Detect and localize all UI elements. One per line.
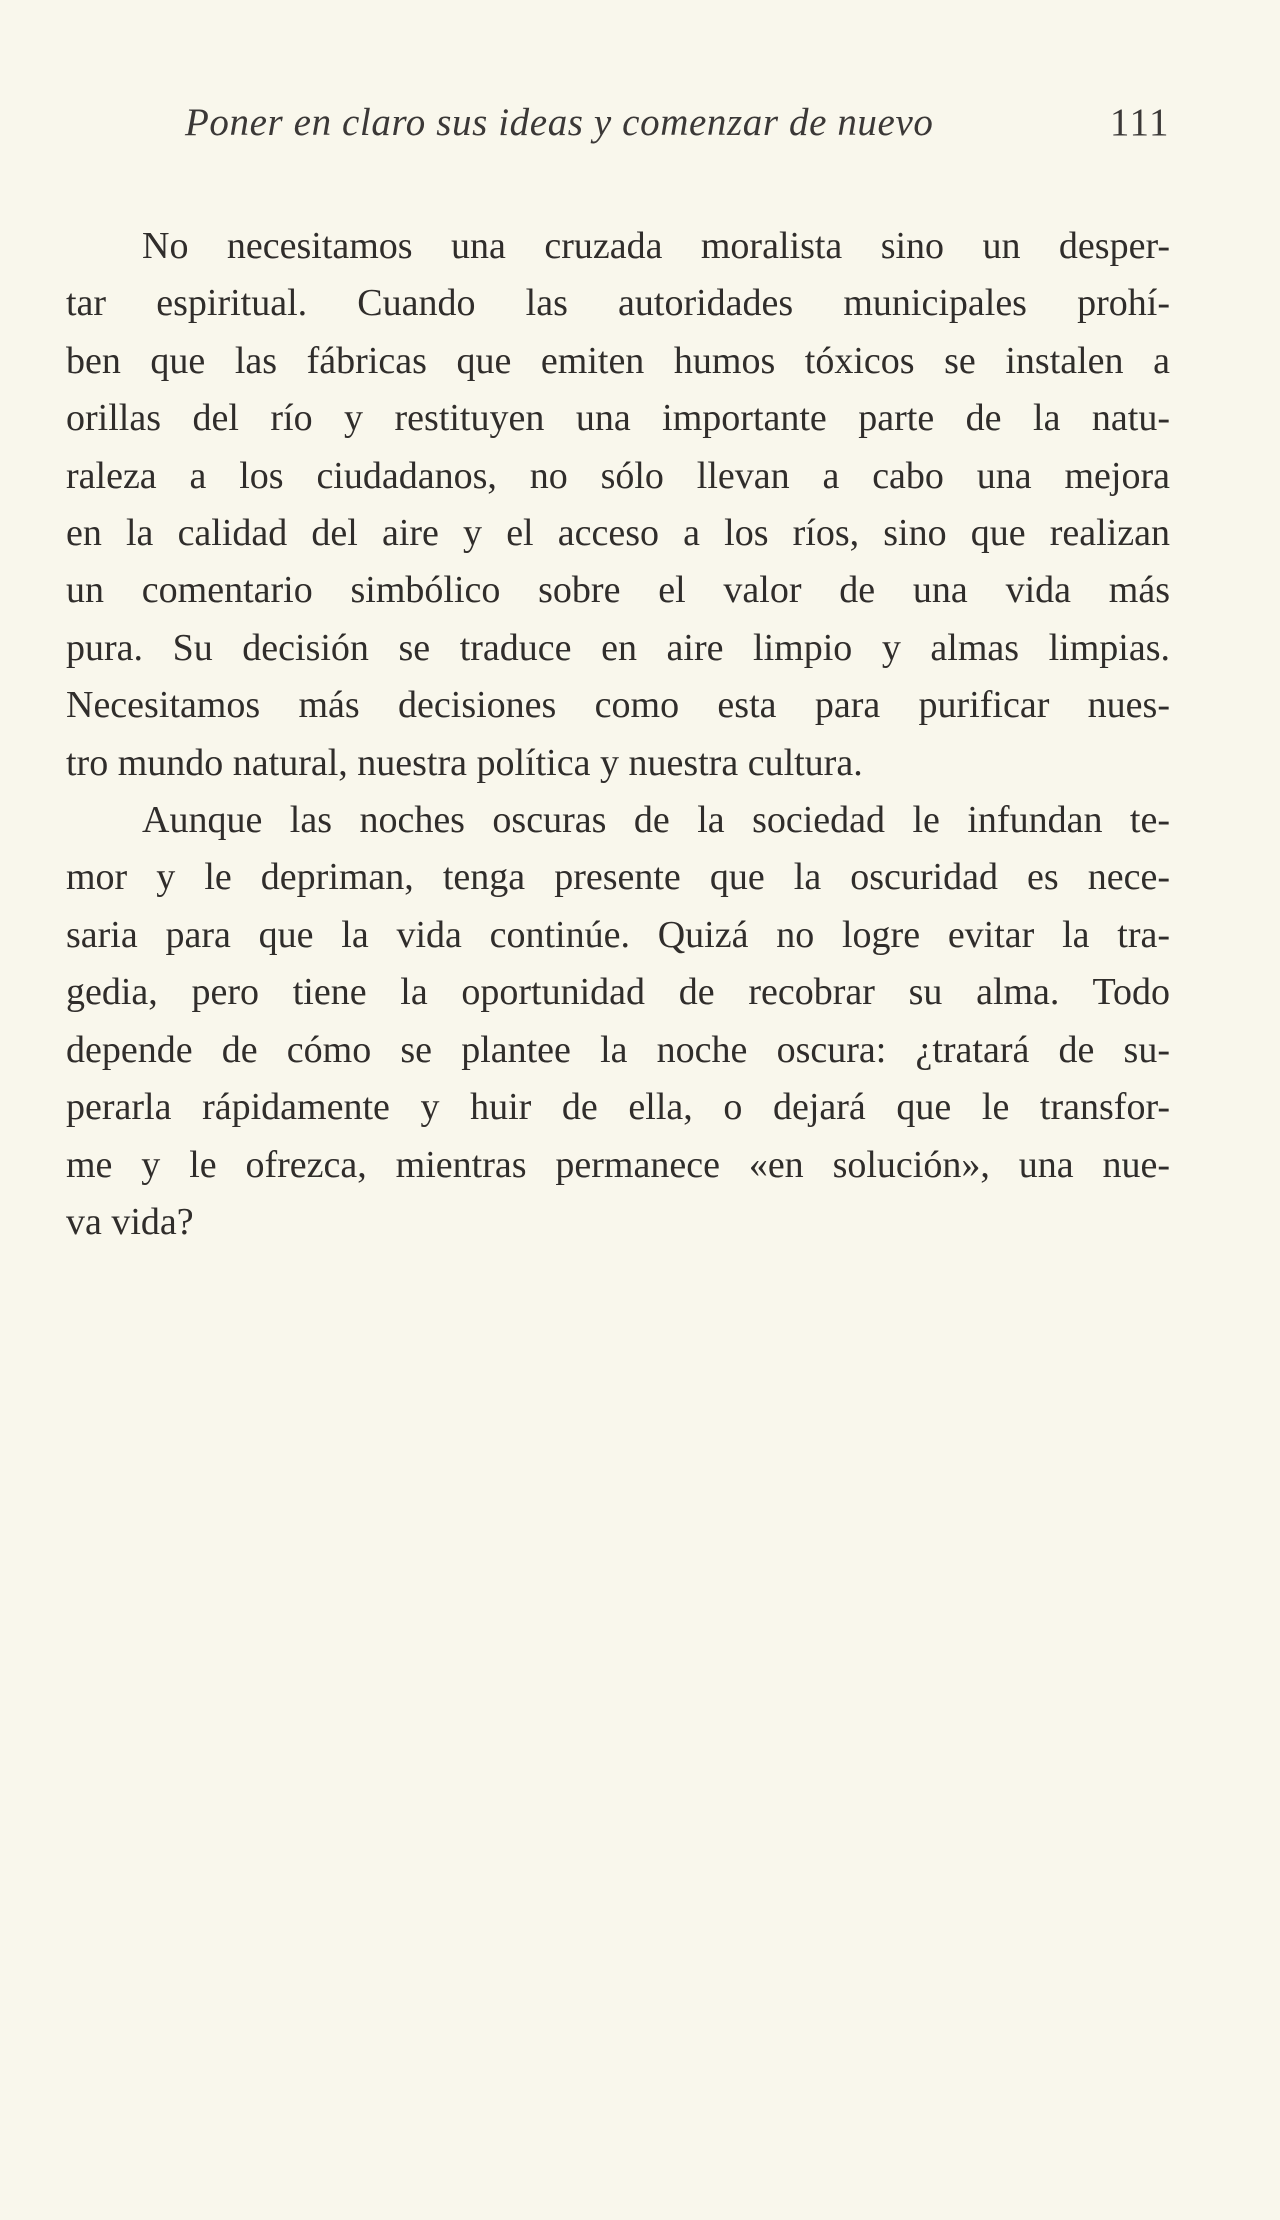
chapter-running-title: Poner en claro sus ideas y comenzar de nuevo — [185, 101, 934, 144]
text-line: gedia, pero tiene la oportunidad de recobrar su alma. Todo — [66, 971, 1170, 1014]
text-line: perarla rápidamente y huir de ella, o dejará que le transfor- — [66, 1086, 1170, 1129]
text-line: No necesitamos una cruzada moralista sino un desper- — [142, 225, 1170, 267]
text-line: va vida? — [66, 1200, 194, 1243]
text-line: un comentario simbólico sobre el valor de una vida más — [66, 569, 1170, 612]
running-header — [66, 100, 1170, 160]
text-line: en la calidad del aire y el acceso a los ríos, sino que realizan — [66, 512, 1170, 555]
text-line: Aunque las noches oscuras de la sociedad le infundan te- — [142, 799, 1170, 842]
text-line: saria para que la vida continúe. Quizá no logre evitar la tra- — [66, 913, 1170, 956]
body-text — [66, 218, 1170, 1251]
paragraph — [66, 792, 1170, 1251]
text-line: depende de cómo se plantee la noche oscura: ¿tratará de su- — [66, 1028, 1170, 1071]
text-line: orillas del río y restituyen una importante parte de la natu- — [66, 397, 1170, 440]
text-line: raleza a los ciudadanos, no sólo llevan a cabo una mejora — [66, 454, 1170, 497]
text-line: pura. Su decisión se traduce en aire limpio y almas limpias. — [66, 626, 1170, 669]
text-line: tro mundo natural, nuestra política y nuestra cultura. — [66, 741, 863, 784]
paragraph — [66, 218, 1170, 792]
text-line: ben que las fábricas que emiten humos tóxicos se instalen a — [66, 339, 1170, 382]
text-line: tar espiritual. Cuando las autoridades municipales prohí- — [66, 282, 1170, 325]
text-line: me y le ofrezca, mientras permanece «en solución», una nue- — [66, 1143, 1170, 1186]
text-line: Necesitamos más decisiones como esta para purificar nues- — [66, 684, 1170, 727]
text-line: mor y le depriman, tenga presente que la oscuridad es nece- — [66, 856, 1170, 899]
page-number: 111 — [1109, 101, 1170, 144]
